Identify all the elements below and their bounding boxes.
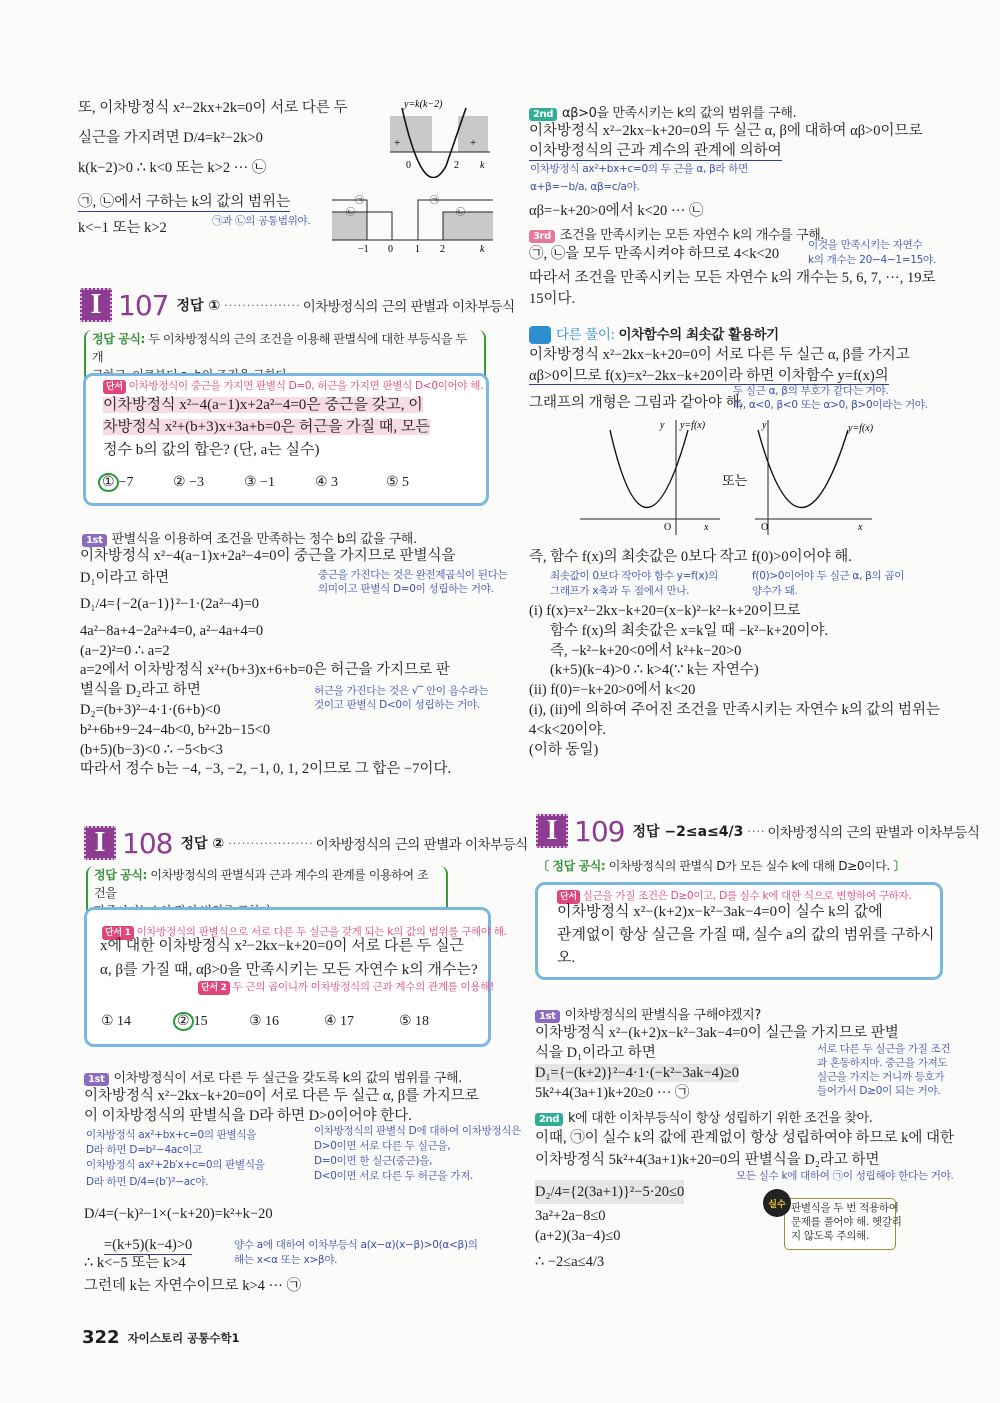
text-line: 이때, ㉠이 실수 k의 값에 관계없이 항상 성립하여야 하므로 k에 대한	[535, 1130, 955, 1146]
unit-badge: I	[536, 814, 568, 848]
leader-dots: ···················	[228, 836, 314, 850]
annotation: k의 개수는 20−4−1=15야.	[808, 254, 936, 266]
step-heading: 1st 이차방정식의 판별식을 구해야겠지?	[535, 1004, 761, 1023]
step-heading: 2nd k에 대한 이차부등식이 항상 성립하기 위한 조건을 찾아.	[535, 1107, 873, 1126]
mark-label: ㉡	[346, 207, 356, 217]
problem-107-header	[80, 288, 515, 322]
text-line: (a+2)(3a−4)≤0	[535, 1228, 621, 1244]
text-line: αβ=−k+20>0에서 k<20 ··· ㉡	[529, 203, 704, 219]
mark-label: ㉠	[355, 195, 365, 205]
annotation: D라 하면 D/4=(b′)²−ac야.	[86, 1176, 209, 1188]
hint: 단서 실근을 가질 조건은 D≥0이고, D를 실수 k에 대한 식으로 변형하여 구하자.	[557, 889, 911, 904]
tick-label: k	[480, 244, 485, 254]
text-line: (i) f(x)=x²−2kx−k+20=(x−k)²−k²−k+20이므로	[529, 603, 801, 619]
text-line: 이차방정식 x²−4(a−1)x+2a²−4=0이 중근을 가지므로 판별식을	[80, 548, 456, 564]
mark-label: ㉡	[456, 207, 466, 217]
choice-2[interactable]: ② −3	[173, 475, 204, 490]
plus-sign: +	[394, 137, 401, 149]
text-line: 이차방정식 x²−2kx−k+20=0이 서로 다른 두 실근 α, β를 가지고	[529, 347, 910, 363]
choice-1[interactable]: ① 14	[101, 1014, 132, 1029]
text-line: 또, 이차방정식 x²−2kx+2k=0이 서로 다른 두	[78, 100, 348, 116]
text-line: ㉠, ㉡에서 구하는 k의 값의 범위는	[78, 194, 291, 210]
step-heading: 3rd 조건을 만족시키는 모든 자연수 k의 개수를 구해.	[529, 224, 824, 243]
annotation: 이차방정식 ax²+bx+c=0의 판별식을	[86, 1129, 257, 1141]
number-line-diagram	[330, 192, 495, 254]
text-line: 5k²+4(3a+1)k+20≥0 ··· ㉠	[535, 1085, 690, 1101]
annotation: 이것을 만족시키는 자연수	[808, 239, 923, 251]
warning-text: 지 않도록 주의해.	[791, 1230, 870, 1242]
unit-badge: I	[84, 826, 116, 860]
choice-5[interactable]: ⑤ 5	[386, 475, 410, 490]
text-line: D₁이라고 하면	[80, 570, 170, 586]
text-line: =(k+5)(k−4)>0	[104, 1237, 193, 1253]
annotation: 해는 x<α 또는 x>β야.	[234, 1254, 338, 1266]
answer: 정답 ②	[180, 836, 225, 852]
text-line: 이차방정식 5k²+4(3a+1)k+20=0의 판별식을 D₂라고 하면	[535, 1152, 880, 1168]
annotation: 서로 다른 두 실근을 가질 조건	[817, 1043, 951, 1055]
formula-text: 두 이차방정식의 근의 조건을 이용해 판별식에 대한 부등식을 두 개	[92, 332, 467, 364]
page-number: 322	[82, 1327, 120, 1348]
text-line: D₂/4={2(3a+1)}²−5·20≤0	[535, 1180, 684, 1204]
text-line: 4<k<20이야.	[529, 722, 606, 738]
annotation: 실근을 가지는 거니까 등호가	[817, 1071, 945, 1083]
annotation: 양수가 돼.	[752, 585, 798, 597]
leader-dots: ·················	[224, 298, 301, 312]
topic: 이차방정식의 근의 판별과 이차부등식	[767, 825, 980, 841]
leader-dots: ····	[747, 824, 766, 838]
hint	[103, 379, 483, 394]
text-line: 그런데 k는 자연수이므로 k>4 ··· ㉠	[84, 1278, 302, 1294]
tick-label: 0	[388, 244, 393, 254]
hint-tag: 단서	[103, 380, 126, 394]
choice-1[interactable]: ① −7	[98, 474, 133, 491]
text-line: 즉, 함수 f(x)의 최솟값은 0보다 작고 f(0)>0이어야 해.	[529, 549, 852, 565]
text-line: 3a²+2a−8≤0	[535, 1208, 606, 1224]
text-line: D₂=(b+3)²−4·1·(6+b)<0	[80, 702, 221, 718]
text-line: 이차방정식 x²−2kx−k+20=0이 서로 다른 두 실근 α, β를 가지므로	[84, 1088, 479, 1104]
hint-text: 이차방정식이 중근을 가지면 판별식 D=0, 허근을 가지면 판별식 D<0이어야 해.	[128, 380, 484, 392]
tick-label: 0	[406, 160, 411, 171]
answer-formula: 〔 정답 공식: 이차방정식의 판별식 D가 모든 실수 k에 대해 D≥0이다. 〕	[537, 859, 906, 873]
step-heading: 1st 판별식을 이용하여 조건을 만족하는 정수 b의 값을 구해.	[82, 528, 417, 547]
text-line: a=2에서 이차방정식 x²+(b+3)x+6+b=0은 허근을 가지므로 판	[80, 662, 450, 678]
axis-label: y	[762, 420, 767, 431]
text-line: (이하 동일)	[529, 742, 599, 758]
annotation: 이차방정식의 판별식 D에 대하여 이차방정식은	[314, 1125, 521, 1137]
annotation: 들어가서 D≥0이 되는 거야.	[817, 1085, 941, 1097]
question-line: 오.	[557, 950, 576, 966]
annotation: 이차방정식 ax²+2b′x+c=0의 판별식을	[86, 1159, 265, 1171]
text-line: 즉, −k²−k+20<0에서 k²+k−20>0	[550, 643, 742, 659]
text-line: 식을 D₁이라고 하면	[535, 1045, 656, 1061]
tick-label: −1	[358, 244, 369, 254]
annotation: D=0이면 한 실근(중근)을,	[314, 1155, 433, 1167]
alt-solution-heading: 다른 풀이: 이차함수의 최솟값 활용하기	[529, 323, 779, 344]
question-line: α, β를 가질 때, αβ>0을 만족시키는 모든 자연수 k의 개수는?	[100, 962, 478, 978]
puzzle-icon	[529, 326, 551, 344]
warning-text: 판별식을 두 번 적용하여	[791, 1202, 899, 1214]
annotation: 허근을 가진다는 것은 √‾ 안이 음수라는	[314, 685, 489, 697]
text-line: 실근을 가지려면 D/4=k²−2k>0	[78, 130, 263, 146]
text-line: αβ>0이므로 f(x)=x²−2kx−k+20이라 하면 이차함수 y=f(x)의	[529, 368, 889, 384]
tick-label: 2	[440, 244, 445, 254]
text-line: 4a²−8a+4−2a²+4=0, a²−4a+4=0	[80, 623, 264, 639]
text-line: 별식을 D₂라고 하면	[80, 682, 201, 698]
annotation: D<0이면 서로 다른 두 허근을 가져.	[314, 1170, 474, 1182]
text-line: k<−1 또는 k>2	[78, 220, 167, 236]
text-line: b²+6b+9−24−4b<0, b²+2b−15<0	[80, 722, 271, 738]
text-line: 이차방정식 x²−2kx−k+20=0의 두 실근 α, β에 대하여 αβ>0이므로	[529, 123, 923, 139]
tick-label: 1	[415, 244, 420, 254]
text-line: ㉠, ㉡을 모두 만족시켜야 하므로 4<k<20	[529, 246, 780, 262]
question-line: 정수 b의 값의 합은? (단, a는 실수)	[103, 442, 320, 458]
curve-label: y=f(x)	[680, 420, 706, 431]
or-label: 또는	[722, 474, 748, 489]
tick-label: k	[480, 160, 485, 171]
annotation: D>0이면 서로 다른 두 실근을,	[314, 1140, 451, 1152]
footer	[82, 1327, 240, 1348]
text-line: ∴ k<−5 또는 k>4	[84, 1255, 186, 1271]
graph-label: y=k(k−2)	[404, 99, 443, 110]
text-line: 따라서 조건을 만족시키는 모든 자연수 k의 개수는 5, 6, 7, ···, 19로	[529, 270, 936, 286]
annotation: 그래프가 x축과 두 점에서 만나.	[550, 585, 690, 597]
text-line: 따라서 정수 b는 −4, −3, −2, −1, 0, 1, 2이므로 그 합은 −7이다.	[80, 761, 452, 777]
axis-label: y	[660, 420, 665, 431]
question-line: 관계없이 항상 실근을 가질 때, 실수 a의 값의 범위를 구하시	[557, 927, 935, 943]
annotation: f(0)>0이어야 두 실근 α, β의 곱이	[752, 570, 905, 582]
formula-label: 정답 공식:	[92, 332, 145, 346]
mark-label: ㉠	[430, 195, 440, 205]
text-line: 15이다.	[529, 291, 576, 307]
problem-number: 108	[122, 826, 173, 860]
question-line: 차방정식 x²+(b+3)x+3a+b=0은 허근을 가질 때, 모든	[103, 419, 430, 435]
step-heading: 2nd αβ>0을 만족시키는 k의 값의 범위를 구해.	[529, 102, 796, 121]
annotation: 두 실근 α, β의 부호가 같다는 거야.	[733, 385, 889, 397]
warning-icon: 실수	[763, 1189, 791, 1217]
text-line: D/4=(−k)²−1×(−k+20)=k²+k−20	[84, 1206, 273, 1222]
origin-label: O	[761, 522, 769, 533]
question-line: x에 대한 이차방정식 x²−2kx−k+20=0이 서로 다른 두 실근	[100, 938, 464, 954]
choice-3[interactable]: ③ −1	[244, 475, 275, 490]
text-line: D₁/4={−2(a−1)}²−1·(2a²−4)=0	[80, 596, 259, 612]
book-title: 자이스토리 공통수학1	[127, 1330, 240, 1345]
annotation: 모든 실수 k에 대하여 ㉠이 성립해야 한다는 거야.	[736, 1170, 954, 1182]
text-line: (ii) f(0)=−k+20>0에서 k<20	[529, 682, 696, 698]
answer: 정답 −2≤a≤4/3	[632, 824, 744, 840]
answer: 정답 ①	[176, 298, 221, 314]
text-line: 함수 f(x)의 최솟값은 x=k일 때 −k²−k+20이야.	[550, 623, 829, 639]
parabola-graph	[388, 96, 493, 178]
origin-label: O	[664, 522, 672, 533]
topic: 이차방정식의 근의 판별과 이차부등식	[302, 299, 515, 315]
axis-label: x	[704, 522, 709, 533]
text-line: 이차방정식 x²−(k+2)x−k²−3ak−4=0이 실근을 가지므로 판별	[535, 1025, 899, 1041]
annotation: 이차방정식 ax²+bx+c=0의 두 근을 α, β라 하면	[530, 163, 748, 175]
problem-number: 109	[574, 814, 625, 848]
text-line: 그래프의 개형은 그림과 같아야 해.	[529, 395, 744, 411]
annotation: ㉠과 ㉡의 공통범위야.	[212, 215, 311, 227]
curve-label: y=f(x)	[848, 423, 874, 434]
text-line: (i), (ii)에 의하여 주어진 조건을 만족시키는 자연수 k의 값의 범위는	[529, 702, 941, 718]
text-line: 이차방정식의 근과 계수의 관계에 의하여	[529, 143, 782, 159]
text-line: ∴ −2≤a≤4/3	[535, 1254, 605, 1270]
axis-label: x	[858, 522, 863, 533]
problem-109-header	[536, 814, 979, 848]
annotation: 의미이고 판별식 D=0이 성립하는 거야.	[318, 583, 494, 595]
annotation: α+β=−b/a, αβ=c/a야.	[530, 181, 640, 193]
text-line: (b+5)(b−3)<0 ∴ −5<b<3	[80, 742, 223, 758]
tick-label: 2	[454, 160, 459, 171]
text-line: (a−2)²=0 ∴ a=2	[80, 643, 170, 659]
choice-4[interactable]: ④ 3	[315, 475, 339, 490]
question-line: 이차방정식 x²−(k+2)x−k²−3ak−4=0이 실수 k의 값에	[557, 904, 883, 920]
answer-formula: 정답 공식: 이차방정식의 판별식과 근과 계수의 관계를 이용하여 조건을	[86, 866, 448, 920]
formula-label: 정답 공식:	[94, 868, 147, 882]
choice-2[interactable]: ② 15	[173, 1013, 208, 1030]
choice-3[interactable]: ③ 16	[249, 1014, 280, 1029]
problem-number: 107	[118, 288, 169, 322]
annotation: 최솟값이 0보다 작아야 함수 y=f(x)의	[550, 570, 718, 582]
choice-5[interactable]: ⑤ 18	[399, 1014, 430, 1029]
hint: 단서 1 이차방정식의 판별식으로 서로 다른 두 실근을 갖게 되는 k의 값의 범위를 구해야 해.	[102, 925, 507, 940]
text-line: (k+5)(k−4)>0 ∴ k>4(∵ k는 자연수)	[550, 662, 759, 678]
choice-4[interactable]: ④ 17	[324, 1014, 355, 1029]
question-line: 이차방정식 x²−4(a−1)x+2a²−4=0은 중근을 갖고, 이	[103, 397, 423, 413]
text-line: 이 이차방정식의 판별식을 D라 하면 D>0이어야 한다.	[84, 1108, 412, 1124]
parabola-graphs	[580, 415, 880, 540]
topic: 이차방정식의 근의 판별과 이차부등식	[315, 837, 528, 853]
annotation: D라 하면 D=b²−4ac이고	[86, 1144, 203, 1156]
warning-text: 문제를 풀어야 해. 헷갈리	[791, 1216, 902, 1228]
annotation: 양수 a에 대하여 이차부등식 a(x−α)(x−β)>0(α<β)의	[234, 1239, 478, 1251]
annotation: 즉, α<0, β<0 또는 α>0, β>0이라는 거야.	[733, 399, 928, 411]
annotation: 것이고 판별식 D<0이 성립하는 거야.	[314, 699, 480, 711]
problem-108-header	[84, 826, 528, 860]
step-heading: 1st 이차방정식이 서로 다른 두 실근을 갖도록 k의 값의 범위를 구해.	[84, 1067, 462, 1086]
warning-box	[768, 1198, 902, 1250]
hint: 단서 2 두 근의 곱이니까 이차방정식의 근과 계수의 관계를 이용해!	[198, 980, 494, 995]
plus-sign: +	[470, 137, 477, 149]
unit-badge: I	[80, 288, 112, 322]
annotation: 과 혼동하지마. 중근을 가져도	[817, 1057, 948, 1069]
text-line: D₁={−(k+2)}²−4·1·(−k²−3ak−4)≥0	[535, 1065, 739, 1081]
annotation: 중근을 가진다는 것은 완전제곱식이 된다는	[318, 569, 508, 581]
text-line: k(k−2)>0 ∴ k<0 또는 k>2 ··· ㉡	[78, 160, 267, 176]
